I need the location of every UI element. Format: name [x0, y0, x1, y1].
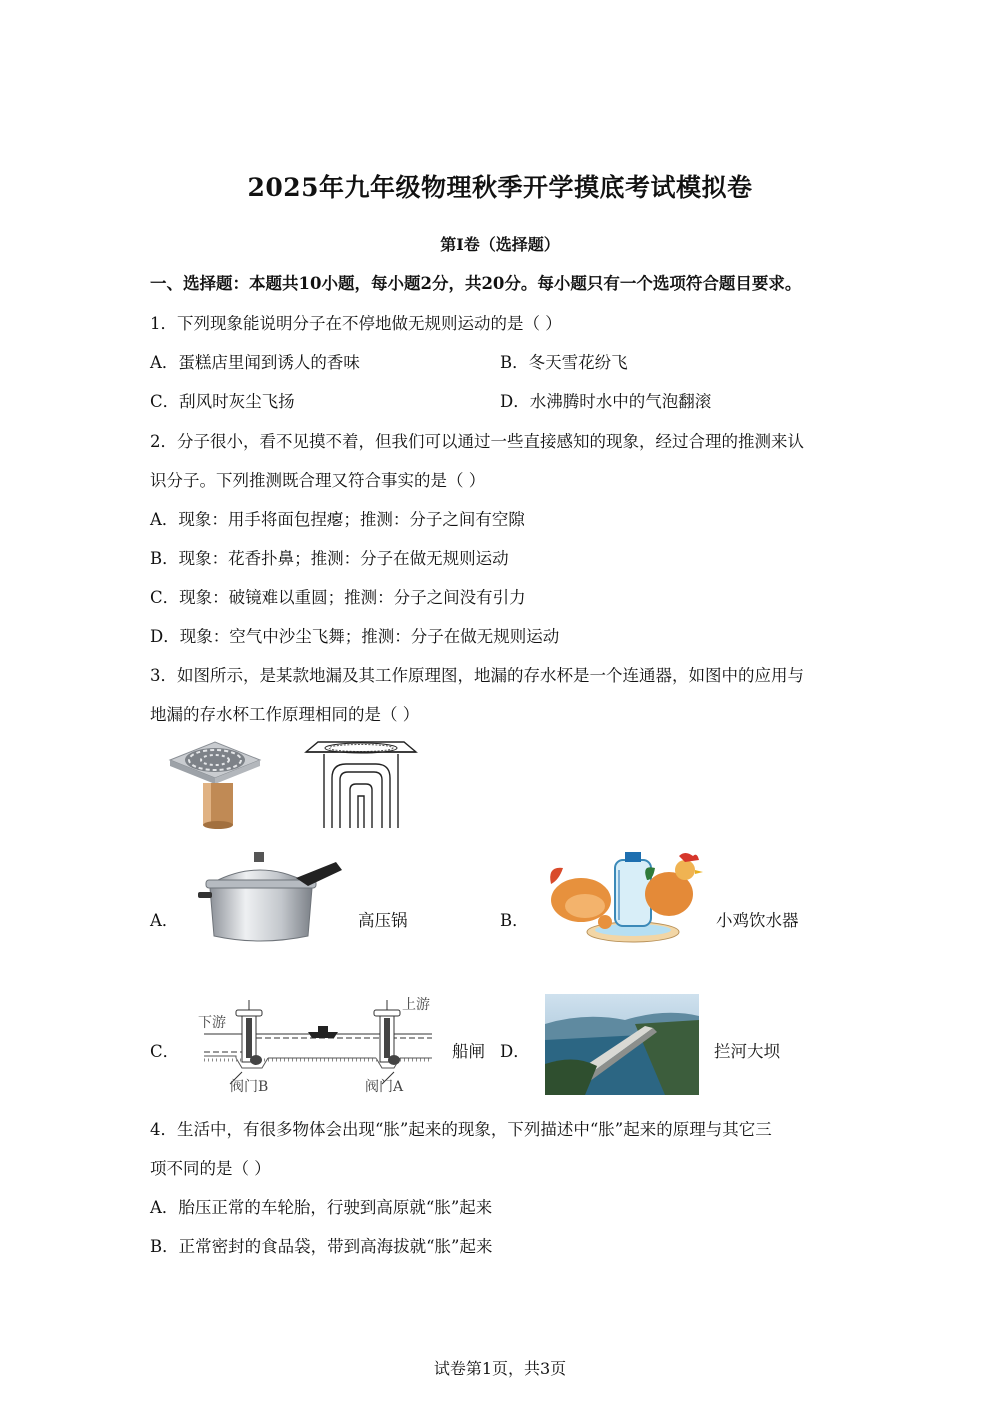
q3-caption-b: 小鸡饮水器	[716, 911, 799, 930]
volume-title: 第I卷（选择题）	[440, 235, 560, 254]
pressure-cooker-image	[196, 848, 344, 948]
q1-option-a: A．蛋糕店里闻到诱人的香味	[150, 353, 360, 372]
section-heading: 一、选择题：本题共10小题，每小题2分，共20分。每小题只有一个选项符合题目要求。	[150, 274, 802, 293]
ship-lock-upstream-label: 上游	[402, 997, 430, 1013]
q3-option-c: C．	[150, 1042, 180, 1061]
ship-lock-valve-b-label: 阀门B	[230, 1079, 269, 1095]
q3-stem-line1: 3．如图所示，是某款地漏及其工作原理图，地漏的存水杯是一个连通器，如图中的应用与	[150, 666, 804, 685]
ship-lock-downstream-label: 下游	[198, 1015, 226, 1031]
page-title: 2025年九年级物理秋季开学摸底考试模拟卷	[247, 173, 753, 202]
q1-option-c: C．刮风时灰尘飞扬	[150, 392, 295, 411]
q2-option-d: D．现象：空气中沙尘飞舞；推测：分子在做无规则运动	[150, 627, 560, 646]
q1-option-b: B．冬天雪花纷飞	[500, 353, 628, 372]
q2-option-b: B．现象：花香扑鼻；推测：分子在做无规则运动	[150, 549, 509, 568]
q4-stem-line1: 4．生活中，有很多物体会出现“胀”起来的现象，下列描述中“胀”起来的原理与其它三	[150, 1120, 772, 1139]
q3-option-a: A．	[150, 911, 179, 930]
q3-caption-c: 船闸	[452, 1042, 485, 1061]
q4-stem-line2: 项不同的是（ ）	[150, 1159, 271, 1178]
q1-option-d: D．水沸腾时水中的气泡翻滚	[500, 392, 712, 411]
q3-caption-d: 拦河大坝	[714, 1042, 780, 1061]
dam-photo	[545, 994, 699, 1095]
q3-stem-line2: 地漏的存水杯工作原理相同的是（ ）	[150, 705, 420, 724]
chick-waterer-image	[545, 850, 703, 946]
q2-stem-line1: 2．分子很小，看不见摸不着，但我们可以通过一些直接感知的现象，经过合理的推测来认	[150, 432, 804, 451]
q4-option-b: B．正常密封的食品袋，带到高海拔就“胀”起来	[150, 1237, 493, 1256]
q3-option-d: D．	[500, 1042, 530, 1061]
page-footer: 试卷第1页，共3页	[433, 1359, 567, 1378]
q2-stem-line2: 识分子。下列推测既合理又符合事实的是（ ）	[150, 471, 486, 490]
floor-drain-photo	[165, 738, 265, 833]
q3-caption-a: 高压锅	[358, 911, 408, 930]
q2-option-c: C．现象：破镜难以重圆；推测：分子之间没有引力	[150, 588, 526, 607]
q2-option-a: A．现象：用手将面包捏瘪；推测：分子之间有空隙	[150, 510, 525, 529]
q1-stem: 1．下列现象能说明分子在不停地做无规则运动的是（ ）	[150, 314, 562, 333]
floor-drain-diagram	[302, 740, 420, 832]
q4-option-a: A．胎压正常的车轮胎，行驶到高原就“胀”起来	[150, 1198, 493, 1217]
q3-option-b: B．	[500, 911, 529, 930]
ship-lock-valve-a-label: 阀门A	[365, 1079, 404, 1095]
